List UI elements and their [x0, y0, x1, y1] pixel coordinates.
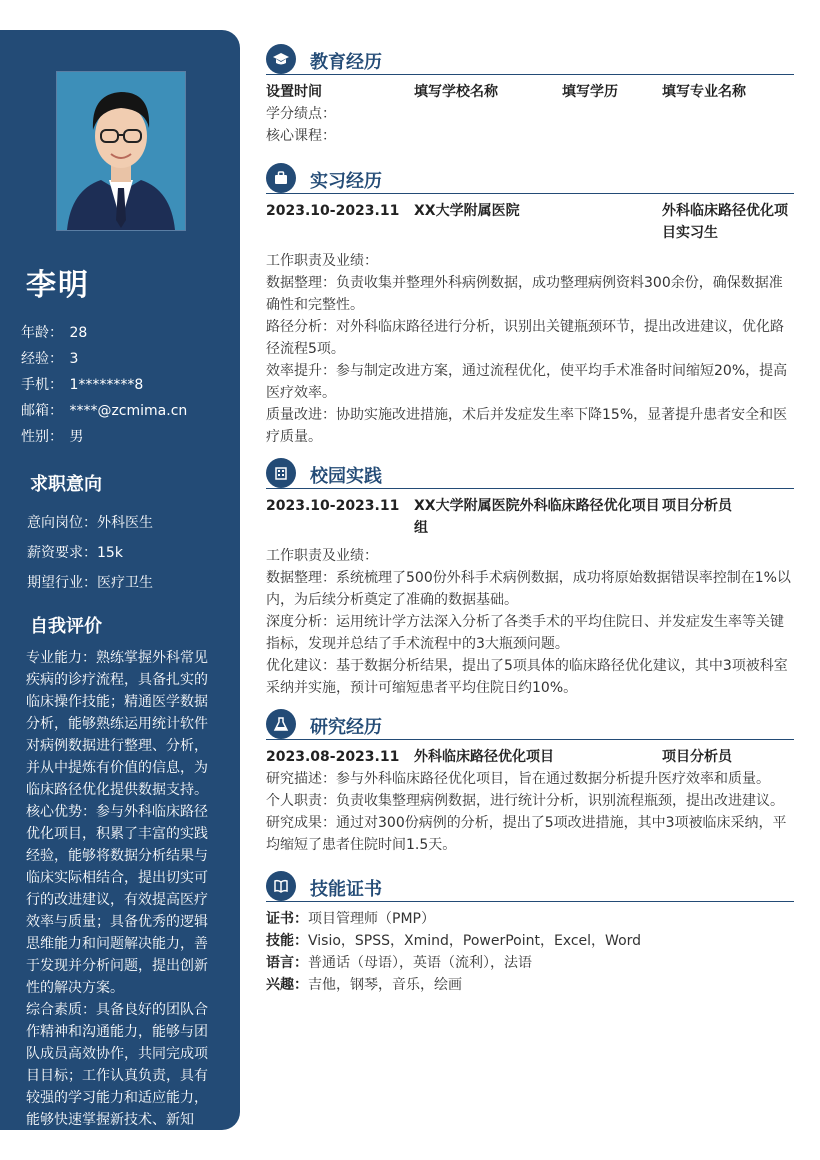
info-label: 手机： — [21, 377, 63, 393]
intent-heading: 求职意向 — [30, 474, 102, 495]
skill-row — [266, 930, 794, 952]
skill-label: 证书： — [266, 911, 308, 927]
research-line: 研究描述：参与外科临床路径优化项目，旨在通过数据分析提升医疗效率和质量。 — [266, 771, 770, 787]
briefcase-icon — [266, 163, 296, 193]
profile-photo — [56, 71, 186, 231]
research-line: 研究成果：通过对300份病例的分析，提出了5项改进措施，其中3项被临床采纳，平 — [266, 815, 787, 831]
info-value: 1********8 — [69, 377, 144, 393]
info-gender — [21, 424, 187, 450]
campus-org-line: 组 — [414, 520, 428, 536]
campus-line: 工作职责及业绩： — [266, 548, 378, 564]
info-age — [21, 320, 187, 346]
section-header — [266, 456, 794, 489]
info-value: 3 — [69, 351, 79, 367]
research-line: 均缩短了患者住院时间1.5天。 — [266, 837, 457, 853]
edu-major: 填写专业名称 — [662, 84, 746, 100]
internship-section — [266, 161, 794, 448]
graduation-cap-icon — [266, 44, 296, 74]
skill-row — [266, 974, 794, 996]
intern-line: 疗质量。 — [266, 429, 322, 445]
section-title: 校园实践 — [310, 466, 382, 487]
info-email — [21, 398, 187, 424]
info-value: ****@zcmima.cn — [69, 403, 188, 419]
skill-value: 吉他，钢琴，音乐，绘画 — [308, 977, 462, 993]
candidate-name: 李明 — [26, 268, 90, 303]
basic-info — [21, 320, 187, 450]
education-header-row — [266, 81, 794, 103]
section-header — [266, 42, 794, 75]
skill-value: 普通话（母语），英语（流利），法语 — [308, 955, 532, 971]
info-label: 邮箱： — [21, 403, 63, 419]
self-eval-text — [26, 647, 218, 1130]
intern-line: 质量改进：协助实施改进措施，术后并发症发生率下降15%，显著提升患者安全和医 — [266, 407, 788, 423]
skill-label: 兴趣： — [266, 977, 308, 993]
intern-role-line: 外科临床路径优化项 — [662, 203, 788, 219]
skill-row — [266, 952, 794, 974]
campus-time: 2023.10-2023.11 — [266, 498, 400, 514]
research-line: 个人职责：负责收集整理病例数据，进行统计分析，识别流程瓶颈，提出改进建议。 — [266, 793, 784, 809]
campus-line: 优化建议：基于数据分析结果，提出了5项具体的临床路径优化建议，其中3项被科室 — [266, 658, 788, 674]
campus-role: 项目分析员 — [662, 498, 732, 514]
intern-line: 径流程5项。 — [266, 341, 345, 357]
self-eval-heading: 自我评价 — [30, 616, 102, 637]
section-title: 研究经历 — [310, 717, 382, 738]
intern-line: 确性和完整性。 — [266, 297, 364, 313]
intent-item: 薪资要求：15k — [27, 545, 123, 561]
campus-line: 采纳并实施，预计可缩短患者平均住院日约10%。 — [266, 680, 578, 696]
edu-degree: 填写学历 — [562, 84, 618, 100]
intern-role — [662, 200, 794, 244]
book-icon — [266, 871, 296, 901]
info-label: 性别： — [21, 429, 63, 445]
intern-line: 工作职责及业绩： — [266, 253, 378, 269]
self-eval-paragraph: 专业能力：熟练掌握外科常见疾病的诊疗流程，具备扎实的临床操作技能；精通医学数据分析，能够熟练运用统计软件对病例数据进行整理、分析，并从中提炼有价值的信息，为临床路径优化提供数据支持。 — [26, 650, 208, 798]
intern-line: 数据整理：负责收集并整理外科病例数据，成功整理病例资料300余份，确保数据准 — [266, 275, 783, 291]
skill-label: 技能： — [266, 933, 308, 949]
building-icon — [266, 458, 296, 488]
self-eval-paragraph: 综合素质：具备良好的团队合作精神和沟通能力，能够与团队成员高效协作，共同完成项目目标；工作认真负责，具有较强的学习能力和适应能力，能够快速掌握新技术、新知 — [26, 1002, 208, 1128]
info-value: 男 — [69, 429, 84, 445]
intern-line: 医疗效率。 — [266, 385, 336, 401]
skill-label: 语言： — [266, 955, 308, 971]
info-phone — [21, 372, 187, 398]
intern-time: 2023.10-2023.11 — [266, 203, 400, 219]
info-label: 经验： — [21, 351, 63, 367]
sidebar — [0, 30, 240, 1130]
intern-line: 效率提升：参与制定改进方案，通过流程优化，使平均手术准备时间缩短20%，提高 — [266, 363, 788, 379]
research-header-row — [266, 746, 794, 768]
self-eval-paragraph: 核心优势：参与外科临床路径优化项目，积累了丰富的实践经验，能够将数据分析结果与临床实际相结合，提出切实可行的改进建议，有效提高医疗效率与质量；具备优秀的逻辑思维能力和问题解决能力，善于发现并分析问题，提出创新性的解决方案。 — [26, 804, 208, 996]
avatar — [57, 72, 185, 230]
section-title: 实习经历 — [310, 171, 382, 192]
research-section — [266, 707, 794, 856]
campus-section — [266, 456, 794, 699]
campus-line: 深度分析：运用统计学方法深入分析了各类手术的平均住院日、并发症发生率等关键 — [266, 614, 784, 630]
education-section — [266, 42, 794, 147]
edu-gpa: 学分绩点： — [266, 106, 336, 122]
info-value: 28 — [69, 325, 88, 341]
skills-section — [266, 869, 794, 996]
campus-header-row — [266, 495, 794, 539]
intent-item: 意向岗位：外科医生 — [27, 515, 153, 531]
research-project: 外科临床路径优化项目 — [414, 749, 554, 765]
campus-line: 内，为后续分析奠定了准确的数据基础。 — [266, 592, 518, 608]
campus-org-line: XX大学附属医院外科临床路径优化项目 — [414, 498, 660, 514]
skill-value: 项目管理师（PMP） — [308, 911, 435, 927]
research-role: 项目分析员 — [662, 749, 732, 765]
section-header — [266, 707, 794, 740]
skill-value: Visio，SPSS，Xmind，PowerPoint，Excel，Word — [308, 933, 642, 949]
section-header — [266, 869, 794, 902]
intent-list — [27, 508, 153, 598]
campus-line: 指标，发现并总结了手术流程中的3大瓶颈问题。 — [266, 636, 569, 652]
info-label: 年龄： — [21, 325, 63, 341]
campus-org — [414, 495, 662, 539]
info-experience — [21, 346, 187, 372]
section-title: 教育经历 — [310, 52, 382, 73]
research-time: 2023.08-2023.11 — [266, 749, 400, 765]
campus-line: 数据整理：系统梳理了500份外科手术病例数据，成功将原始数据错误率控制在1%以 — [266, 570, 791, 586]
flask-icon — [266, 709, 296, 739]
edu-time: 设置时间 — [266, 84, 322, 100]
intern-role-line: 目实习生 — [662, 225, 718, 241]
internship-header-row — [266, 200, 794, 244]
intern-line: 路径分析：对外科临床路径进行分析，识别出关键瓶颈环节，提出改进建议，优化路 — [266, 319, 784, 335]
skill-row — [266, 908, 794, 930]
edu-school: 填写学校名称 — [414, 84, 498, 100]
section-title: 技能证书 — [310, 879, 382, 900]
section-header — [266, 161, 794, 194]
edu-courses: 核心课程： — [266, 128, 336, 144]
intern-org: XX大学附属医院 — [414, 203, 520, 219]
intent-item: 期望行业：医疗卫生 — [27, 575, 153, 591]
